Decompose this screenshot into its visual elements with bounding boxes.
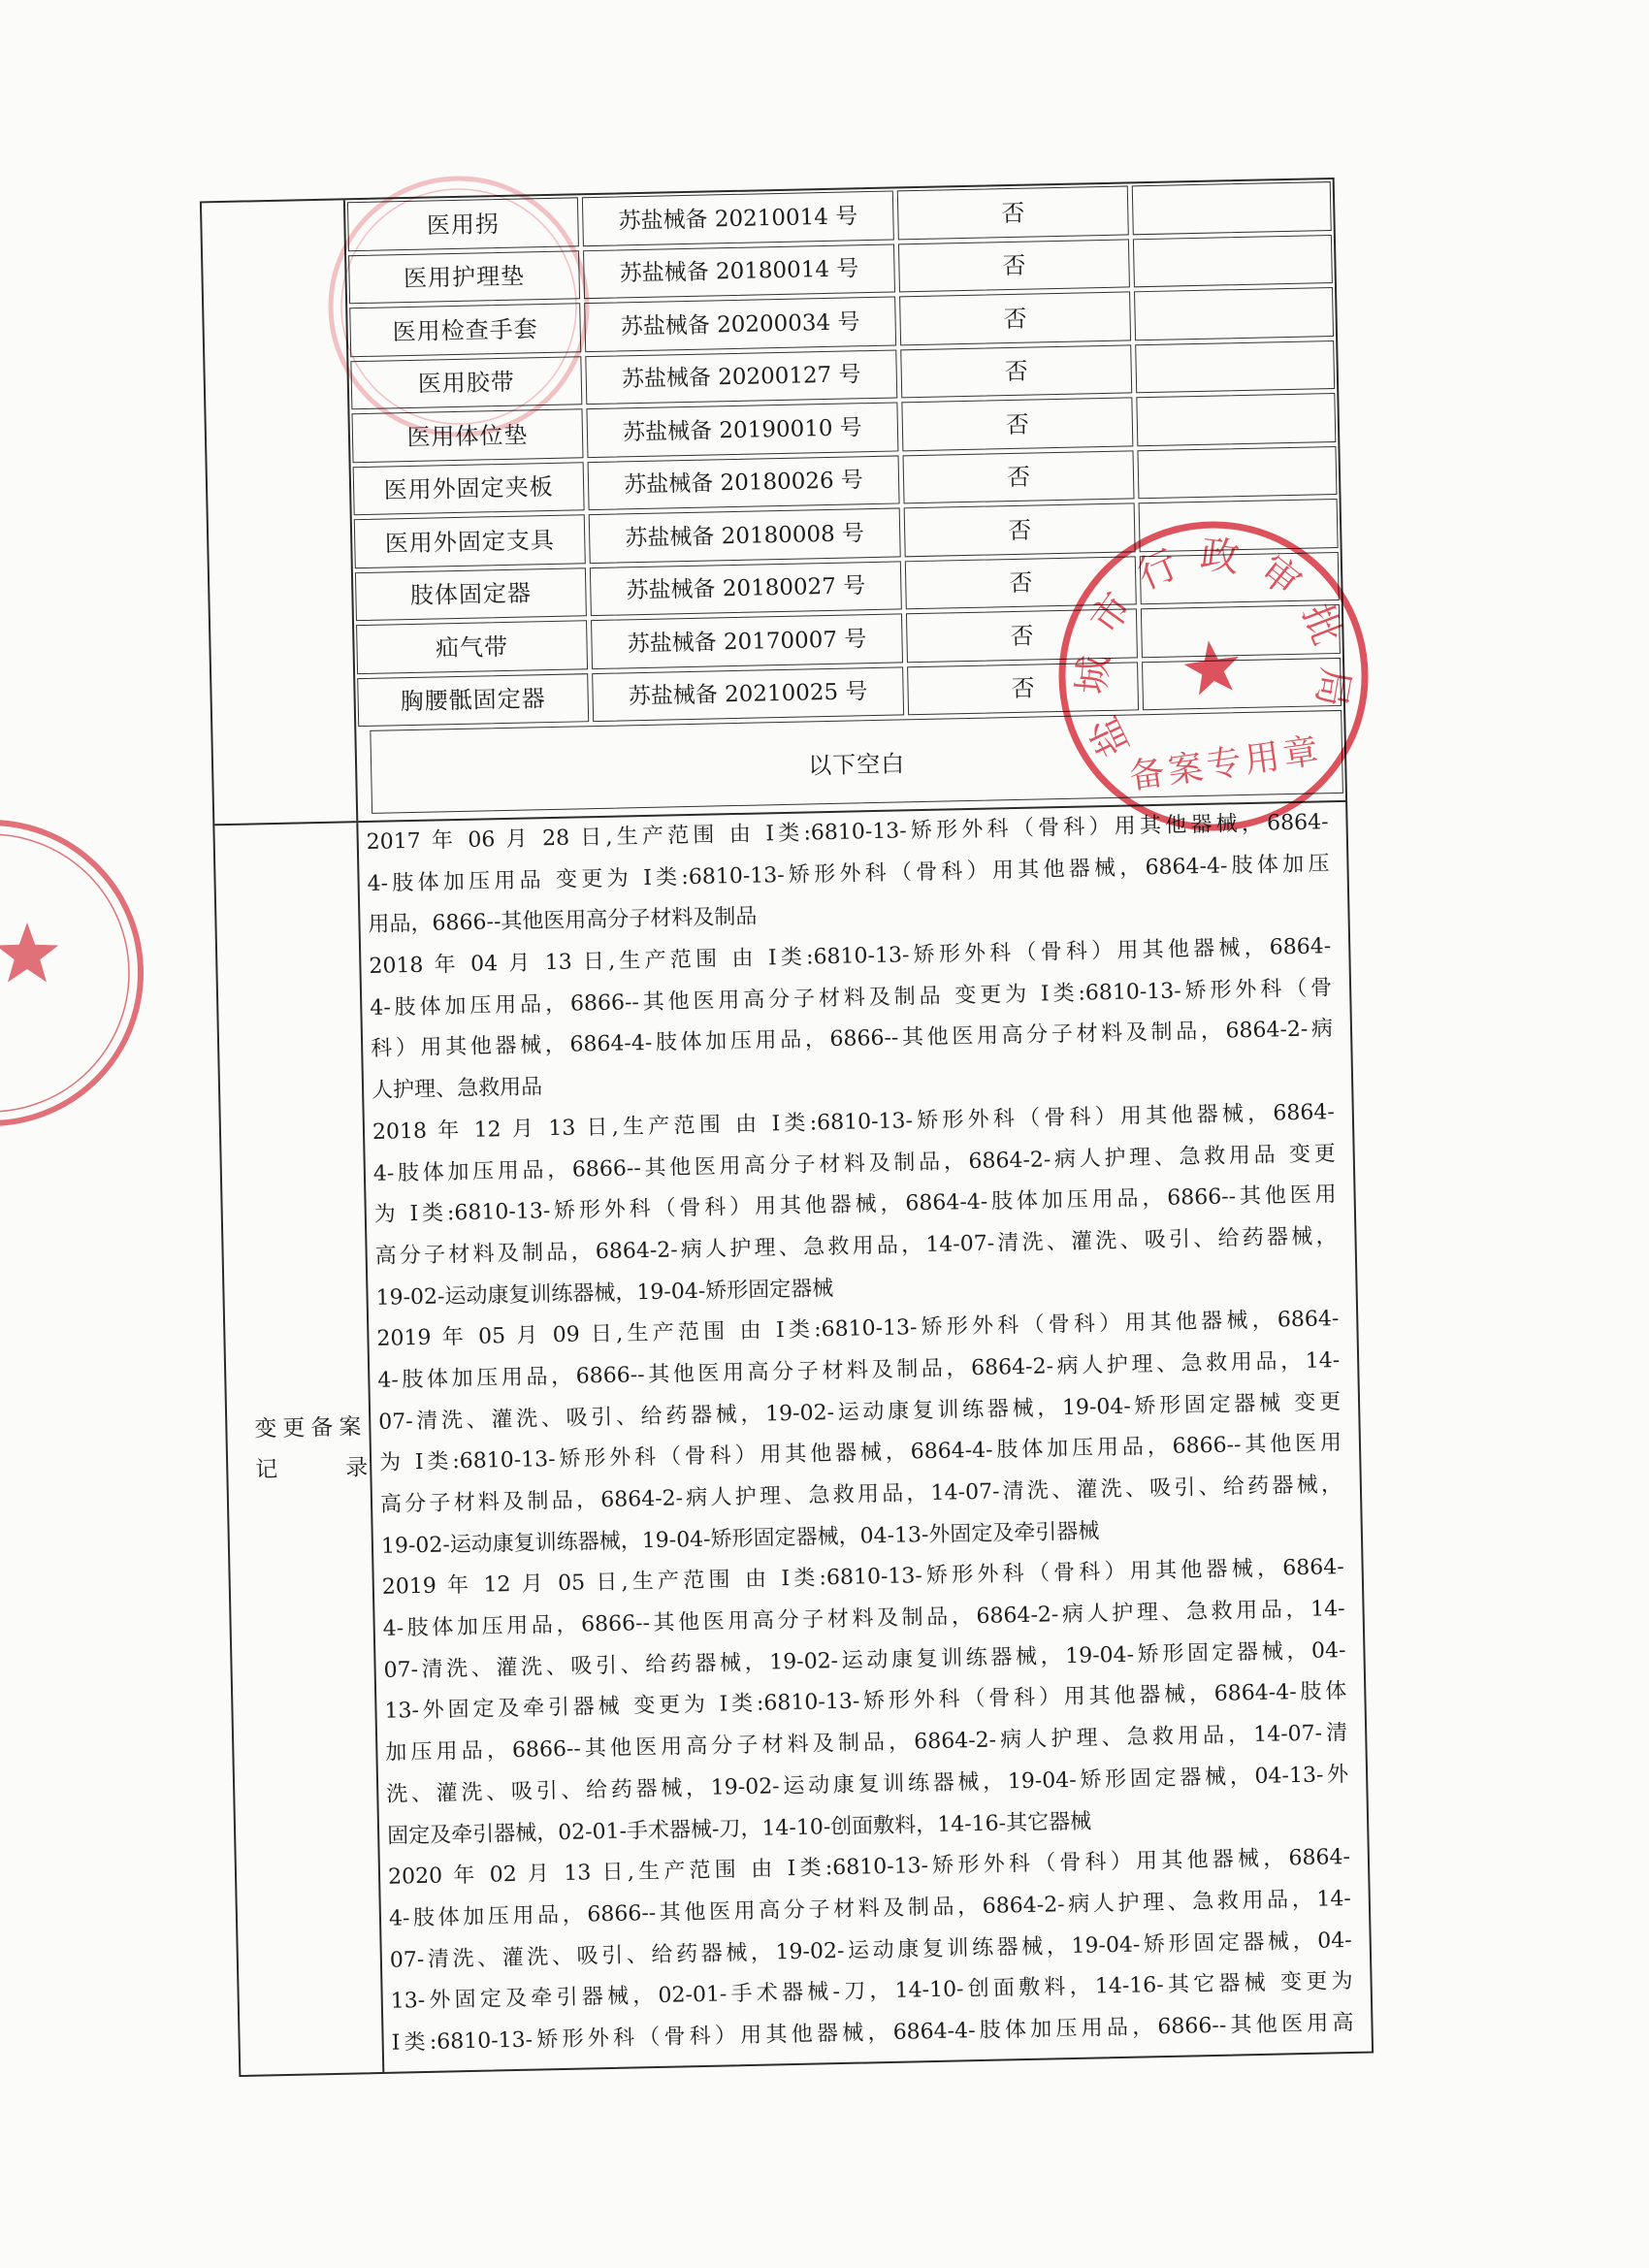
empty-cell [1139, 499, 1339, 552]
empty-cell [1133, 235, 1333, 288]
left-edge-seal [0, 823, 141, 1123]
empty-cell [1134, 287, 1334, 340]
change-log-label-char: 记 [255, 1457, 278, 1483]
change-log-content [358, 802, 1372, 2072]
change-record-line: 13-外固定及牵引器械 变更为 Ⅰ类:6810-13-矫形外科（骨科）用其他器械，6864-4-肢体 [384, 1679, 1347, 1725]
change-record-first-line: 2017 年 06 月 28 日,生产范围 由 Ⅰ类:6810-13-矫形外科（骨科）用其他器械，6864- [366, 810, 1329, 856]
product-name-cell: 医用外固定夹板 [353, 462, 585, 515]
change-record-line: 4-肢体加压用品，6866--其他医用高分子材料及制品，6864-2-病人护理、急救用品，14- [388, 1886, 1352, 1931]
record-number-cell: 苏盐械备 20200127 号 [585, 349, 897, 405]
record-number-cell: 苏盐械备 20210025 号 [592, 666, 904, 722]
flag-cell: 否 [905, 556, 1137, 609]
empty-cell [1142, 657, 1342, 710]
change-record-line: 19-02-运动康复训练器械，19-04-矫形固定器械，04-13-外固定及牵引器械 [380, 1519, 1100, 1559]
product-section-label-cell [202, 200, 358, 824]
product-name-cell: 医用护理垫 [348, 250, 580, 304]
change-record-line: 为 Ⅰ类:6810-13-矫形外科（骨科）用其他器械，6864-4-肢体加压用品，6866--其他医用 [373, 1183, 1337, 1228]
record-number-cell: 苏盐械备 20200034 号 [584, 296, 896, 351]
change-record-line: 固定及牵引器械，02-01-手术器械-刀，14-10-创面敷料，14-16-其它器械 [386, 1809, 1092, 1849]
seal-outer-text-path: 盐城市行政审批局 [1069, 532, 1358, 764]
empty-cell [1140, 551, 1340, 604]
flag-cell: 否 [898, 239, 1130, 292]
change-record-line: 19-02-运动康复训练器械，19-04-矫形固定器械 [375, 1276, 834, 1311]
change-record-line: 加压用品，6866--其他医用高分子材料及制品，6864-2-病人护理、急救用品，14-07-清 [385, 1721, 1348, 1766]
change-log-label-line2 [255, 1447, 369, 1490]
change-record-line: 4-肢体加压用品，6866--其他医用高分子材料及制品，6864-2-病人护理、急救用品，14- [382, 1597, 1345, 1641]
record-number-cell: 苏盐械备 20180027 号 [590, 561, 902, 616]
flag-cell: 否 [900, 344, 1132, 398]
change-record-first-line: 2018 年 04 月 13 日,生产范围 由 Ⅰ类:6810-13-矫形外科（骨科）用其他器械，6864- [369, 934, 1332, 980]
record-number-cell: 苏盐械备 20210014 号 [582, 190, 894, 245]
flag-cell: 否 [907, 662, 1139, 715]
change-record-line: 高分子材料及制品，6864-2-病人护理、急救用品，14-07-清洗、灌洗、吸引、给药器械， [379, 1473, 1343, 1517]
left-seal-inner-ring [0, 834, 129, 1112]
product-name-cell: 医用外固定支具 [354, 514, 586, 567]
record-number-cell: 苏盐械备 20180026 号 [588, 455, 900, 510]
change-record-line: 洗、灌洗、吸引、给药器械，19-02-运动康复训练器械，19-04-矫形固定器械，04-13-外 [386, 1762, 1349, 1807]
filing-record-table [200, 178, 1374, 2077]
flag-cell: 否 [906, 608, 1138, 662]
change-record-first-line: 2020 年 02 月 13 日,生产范围 由 Ⅰ类:6810-13-矫形外科（骨科）用其他器械，6864- [387, 1845, 1351, 1890]
product-list-section [202, 179, 1345, 826]
record-number-cell: 苏盐械备 20190010 号 [586, 402, 898, 457]
change-record-line: 为 Ⅰ类:6810-13-矫形外科（骨科）用其他器械，6864-4-肢体加压用品，6866--其他医用 [378, 1431, 1342, 1476]
left-seal-star-icon [0, 923, 58, 983]
change-log-label-line1: 变更备案 [254, 1414, 368, 1442]
change-record-line: 4-肢体加压用品，6866--其他医用高分子材料及制品 变更为 Ⅰ类:6810-13-矫形外科（骨 [370, 975, 1333, 1021]
change-record-line: 07-清洗、灌洗、吸引、给药器械，19-02-运动康复训练器械，19-04-矫形固定器械，04- [389, 1928, 1352, 1973]
empty-cell [1136, 393, 1336, 446]
product-name-cell: 胸腰骶固定器 [357, 673, 589, 727]
record-number-cell: 苏盐械备 20170007 号 [591, 613, 903, 668]
change-record-first-line: 2019 年 05 月 09 日,生产范围 由 Ⅰ类:6810-13-矫形外科（骨科）用其他器械，6864- [376, 1307, 1340, 1352]
product-name-cell: 疝气带 [356, 620, 588, 673]
change-record-first-line: 2019 年 12 月 05 日,生产范围 由 Ⅰ类:6810-13-矫形外科（骨科）用其他器械，6864- [381, 1555, 1344, 1601]
change-log-label [214, 823, 384, 2075]
product-rows [347, 181, 1343, 814]
change-record-line: 07-清洗、灌洗、吸引、给药器械，19-02-运动康复训练器械，19-04-矫形固定器械 变更 [378, 1389, 1342, 1435]
left-seal-ring [0, 823, 141, 1123]
change-log-section [214, 802, 1372, 2075]
product-name-cell: 肢体固定器 [355, 567, 587, 621]
record-number-cell: 苏盐械备 20180008 号 [589, 507, 901, 563]
change-record-line: 人护理、急救用品 [371, 1075, 543, 1104]
product-name-cell: 医用检查手套 [349, 303, 581, 356]
change-record-line: Ⅰ类:6810-13-矫形外科（骨科）用其他器械，6864-4-肢体加压用品，6866--其他医用高 [391, 2010, 1354, 2056]
change-record-line: 07-清洗、灌洗、吸引、给药器械，19-02-运动康复训练器械，19-04-矫形固定器械，04- [383, 1637, 1346, 1683]
change-record-line: 用品，6866--其他医用高分子材料及制品 [368, 904, 758, 938]
seal-inner-text: 备案专用章 [1126, 730, 1325, 797]
empty-cell [1137, 445, 1337, 499]
change-record-line: 4-肢体加压用品 变更为 Ⅰ类:6810-13-矫形外科（骨科）用其他器械，6864-4-肢体加压 [367, 851, 1330, 896]
product-name-cell: 医用体位垫 [351, 408, 583, 462]
empty-cell [1132, 181, 1332, 235]
change-record-line: 4-肢体加压用品，6866--其他医用高分子材料及制品，6864-2-病人护理、急救用品 变更 [372, 1141, 1336, 1186]
empty-cell [1135, 340, 1335, 394]
change-record-first-line: 2018 年 12 月 13 日,生产范围 由 Ⅰ类:6810-13-矫形外科（骨科）用其他器械，6864- [372, 1099, 1336, 1145]
empty-cell [1141, 604, 1341, 658]
flag-cell: 否 [903, 450, 1135, 503]
change-record-line: 高分子材料及制品，6864-2-病人护理、急救用品，14-07-清洗、灌洗、吸引、给药器械， [374, 1224, 1338, 1269]
change-record-line: 13-外固定及牵引器械，02-01-手术器械-刀，14-10-创面敷料，14-16-其它器械 变更为 [390, 1969, 1353, 2014]
change-record-line: 4-肢体加压用品，6866--其他医用高分子材料及制品，6864-2-病人护理、急救用品，14- [377, 1348, 1341, 1393]
flag-cell: 否 [901, 397, 1133, 450]
record-number-cell: 苏盐械备 20180014 号 [583, 243, 895, 299]
flag-cell: 否 [897, 185, 1129, 239]
product-name-cell: 医用拐 [347, 197, 579, 250]
flag-cell: 否 [904, 502, 1136, 556]
blank-below-notice: 以下空白 [370, 710, 1343, 814]
change-record-line: 科）用其他器械，6864-4-肢体加压用品，6866--其他医用高分子材料及制品，6864-2-病 [370, 1017, 1334, 1062]
change-log-label-char: 录 [344, 1455, 369, 1481]
flag-cell: 否 [899, 291, 1131, 344]
product-name-cell: 医用胶带 [350, 356, 582, 409]
